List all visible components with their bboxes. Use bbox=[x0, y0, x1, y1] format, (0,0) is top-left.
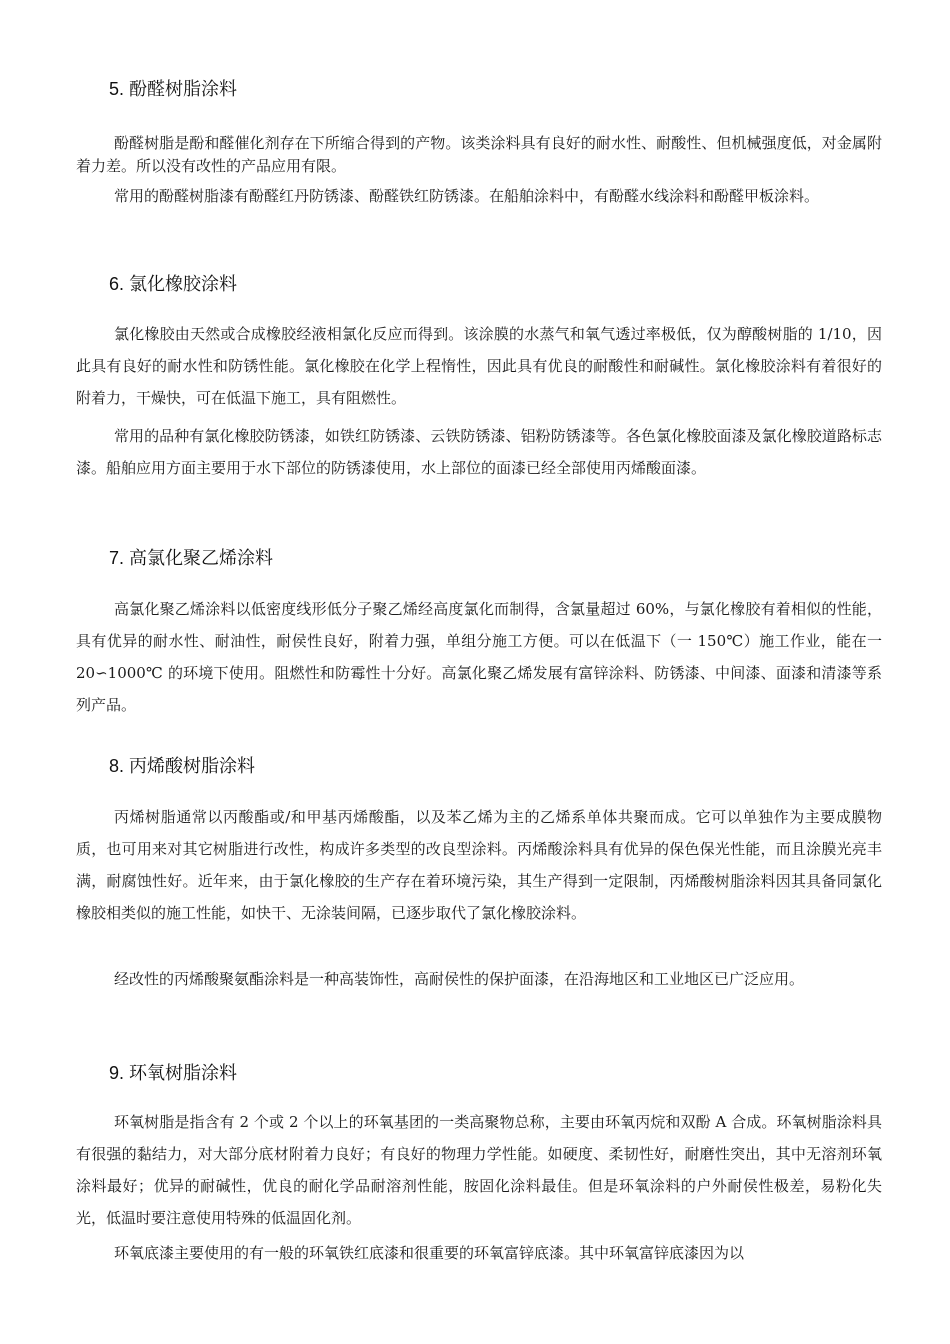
section-6-paragraph-2: 常用的品种有氯化橡胶防锈漆，如铁红防锈漆、云铁防锈漆、铝粉防锈漆等。各色氯化橡胶面漆及氯化橡胶道路标志漆。船舶应用方面主要用于水下部位的防锈漆使用，水上部位的面漆已经全部使用丙烯酸面漆。 bbox=[76, 427, 882, 477]
section-6-heading: 6. 氯化橡胶涂料 bbox=[109, 274, 238, 294]
section-5-paragraph-2: 常用的酚醛树脂漆有酚醛红丹防锈漆、酚醛铁红防锈漆。在船舶涂料中，有酚醛水线涂料和酚醛甲板涂料。 bbox=[114, 187, 820, 205]
section-6-paragraph-1: 氯化橡胶由天然或合成橡胶经液相氯化反应而得到。该涂膜的水蒸气和氧气透过率极低，仅为醇酸树脂的 1/10，因此具有良好的耐水性和防锈性能。氯化橡胶在化学上程惰性，因此具有优良的耐酸性和耐碱性。氯化橡胶涂料有着很好的附着力，干燥快，可在低温下施工，具有阻燃性。 bbox=[76, 325, 882, 407]
section-8-paragraph-2: 经改性的丙烯酸聚氨酯涂料是一种高装饰性，高耐侯性的保护面漆，在沿海地区和工业地区已广泛应用。 bbox=[114, 970, 805, 988]
section-9-paragraph-1: 环氧树脂是指含有 2 个或 2 个以上的环氧基团的一类高聚物总称，主要由环氧丙烷和双酚 A 合成。环氧树脂涂料具有很强的黏结力，对大部分底材附着力良好；有良好的物理力学性能。如硬度、柔韧性好，耐磨性突出，其中无溶剂环氧涂料最好；优异的耐碱性，优良的耐化学品耐溶剂性能，胺固化涂料最佳。但是环氧涂料的户外耐侯性极差，易粉化失光，低温时要注意使用特殊的低温固化剂。 bbox=[76, 1113, 882, 1227]
section-9-paragraph-2: 环氧底漆主要使用的有一般的环氧铁红底漆和很重要的环氧富锌底漆。其中环氧富锌底漆因为以 bbox=[114, 1244, 745, 1262]
section-5-paragraph-1: 酚醛树脂是酚和醛催化剂存在下所缩合得到的产物。该类涂料具有良好的耐水性、耐酸性、但机械强度低，对金属附着力差。所以没有改性的产品应用有限。 bbox=[76, 134, 882, 175]
section-9-heading: 9. 环氧树脂涂料 bbox=[109, 1063, 238, 1083]
section-7-paragraph-1: 高氯化聚乙烯涂料以低密度线形低分子聚乙烯经高度氯化而制得，含氯量超过 60%，与氯化橡胶有着相似的性能，具有优异的耐水性、耐油性，耐侯性良好，附着力强，单组分施工方便。可以在低温下（一 150℃）施工作业，能在一 20∽1000℃ 的环境下使用。阻燃性和防霉性十分好。高氯化聚乙烯发展有富锌涂料、防锈漆、中间漆、面漆和清漆等系列产品。 bbox=[76, 600, 882, 714]
section-8-heading: 8. 丙烯酸树脂涂料 bbox=[109, 756, 256, 776]
section-5-heading: 5. 酚醛树脂涂料 bbox=[109, 79, 238, 99]
section-8-paragraph-1: 丙烯树脂通常以丙酸酯或/和甲基丙烯酸酯，以及苯乙烯为主的乙烯系单体共聚而成。它可以单独作为主要成膜物质，也可用来对其它树脂进行改性，构成许多类型的改良型涂料。丙烯酸涂料具有优异的保色保光性能，而且涂膜光亮丰满，耐腐蚀性好。近年来，由于氯化橡胶的生产存在着环境污染，其生产得到一定限制，丙烯酸树脂涂料因其具备同氯化橡胶相类似的施工性能，如快干、无涂装间隔，已逐步取代了氯化橡胶涂料。 bbox=[76, 808, 882, 922]
section-7-heading: 7. 高氯化聚乙烯涂料 bbox=[109, 548, 274, 568]
